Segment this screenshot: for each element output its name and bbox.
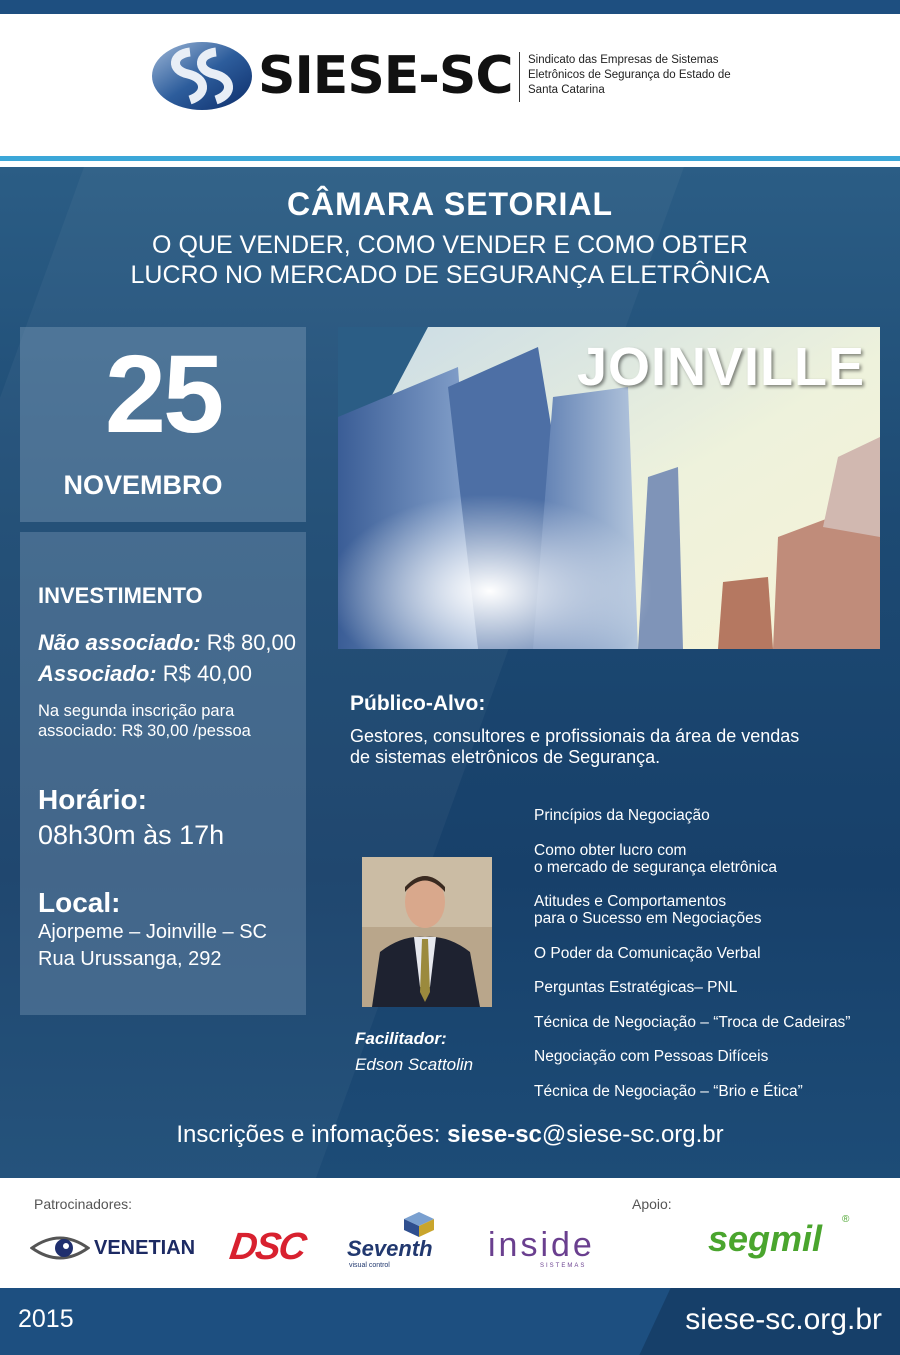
schedule-label: Horário: <box>38 784 147 815</box>
logo-subtitle: Sindicato das Empresas de Sistemas Eletrônicos de Segurança do Estado de Santa Catarina <box>528 54 731 96</box>
facilitator-label: Facilitador: <box>355 1029 447 1048</box>
segmil-registered-mark: ® <box>842 1214 850 1225</box>
seventh-subtitle: visual control <box>349 1262 390 1269</box>
date-day: 25 <box>104 333 222 456</box>
location-label: Local: <box>38 887 121 918</box>
topic-item: Perguntas Estratégicas– PNL <box>534 979 738 996</box>
topic-item: Técnica de Negociação – “Troca de Cadeiras” <box>534 1014 851 1031</box>
footer-url[interactable]: siese-sc.org.br <box>685 1303 882 1336</box>
topic-item: Técnica de Negociação – “Brio e Ética” <box>534 1083 803 1100</box>
inside-subtitle: SISTEMAS <box>540 1263 587 1269</box>
logo-divider <box>519 52 520 102</box>
venetian-logo: VENETIAN <box>94 1237 196 1259</box>
segmil-logo: segmil <box>708 1218 823 1259</box>
facilitator-photo <box>362 857 492 1007</box>
investment-note: Na segunda inscrição para associado: R$ 30,00 /pessoa <box>38 702 251 740</box>
logo-name: SIESE-SC <box>258 46 513 106</box>
schedule-value: 08h30m às 17h <box>38 820 225 850</box>
topic-item: O Poder da Comunicação Verbal <box>534 945 761 962</box>
city-title: JOINVILLE <box>576 337 865 397</box>
location-line-1: Ajorpeme – Joinville – SC <box>38 921 267 943</box>
siese-logo-icon <box>150 40 254 112</box>
topic-item: Como obter lucro com o mercado de segurança eletrônica <box>534 842 777 876</box>
investment-title: INVESTIMENTO <box>38 583 203 608</box>
event-subtitle: O QUE VENDER, COMO VENDER E COMO OBTER LUCRO NO MERCADO DE SEGURANÇA ELETRÔNICA <box>130 231 770 289</box>
footer-year: 2015 <box>18 1305 74 1333</box>
price-non-member: Não associado: R$ 80,00 <box>38 630 297 655</box>
audience-title: Público-Alvo: <box>350 692 486 715</box>
sponsors-label: Patrocinadores: <box>34 1196 133 1212</box>
seventh-logo: Seventh <box>347 1236 433 1261</box>
contact-email-domain[interactable]: @siese-sc.org.br <box>541 1121 724 1148</box>
seventh-cube-icon <box>402 1210 436 1238</box>
contact-email-user[interactable]: siese-sc <box>447 1121 542 1148</box>
top-bar <box>0 0 900 14</box>
topic-item: Atitudes e Comportamentos para o Sucesso em Negociações <box>534 893 762 927</box>
price-member: Associado: R$ 40,00 <box>38 661 252 686</box>
topic-item: Princípios da Negociação <box>534 807 710 824</box>
venetian-eye-icon <box>30 1232 90 1264</box>
event-title: CÂMARA SETORIAL <box>286 186 614 222</box>
contact-line: Inscrições e infomações: siese-sc@siese-sc.org.br <box>176 1121 724 1148</box>
dsc-logo: DSC <box>227 1226 308 1268</box>
audience-text: Gestores, consultores e profissionais da área de vendas de sistemas eletrônicos de Segurança. <box>350 726 800 767</box>
inside-logo: inside <box>488 1226 595 1264</box>
date-month: NOVEMBRO <box>63 470 223 500</box>
topic-item: Negociação com Pessoas Difíceis <box>534 1048 769 1065</box>
support-label: Apoio: <box>632 1196 672 1212</box>
location-line-2: Rua Urussanga, 292 <box>38 948 222 970</box>
facilitator-name: Edson Scattolin <box>355 1055 474 1074</box>
